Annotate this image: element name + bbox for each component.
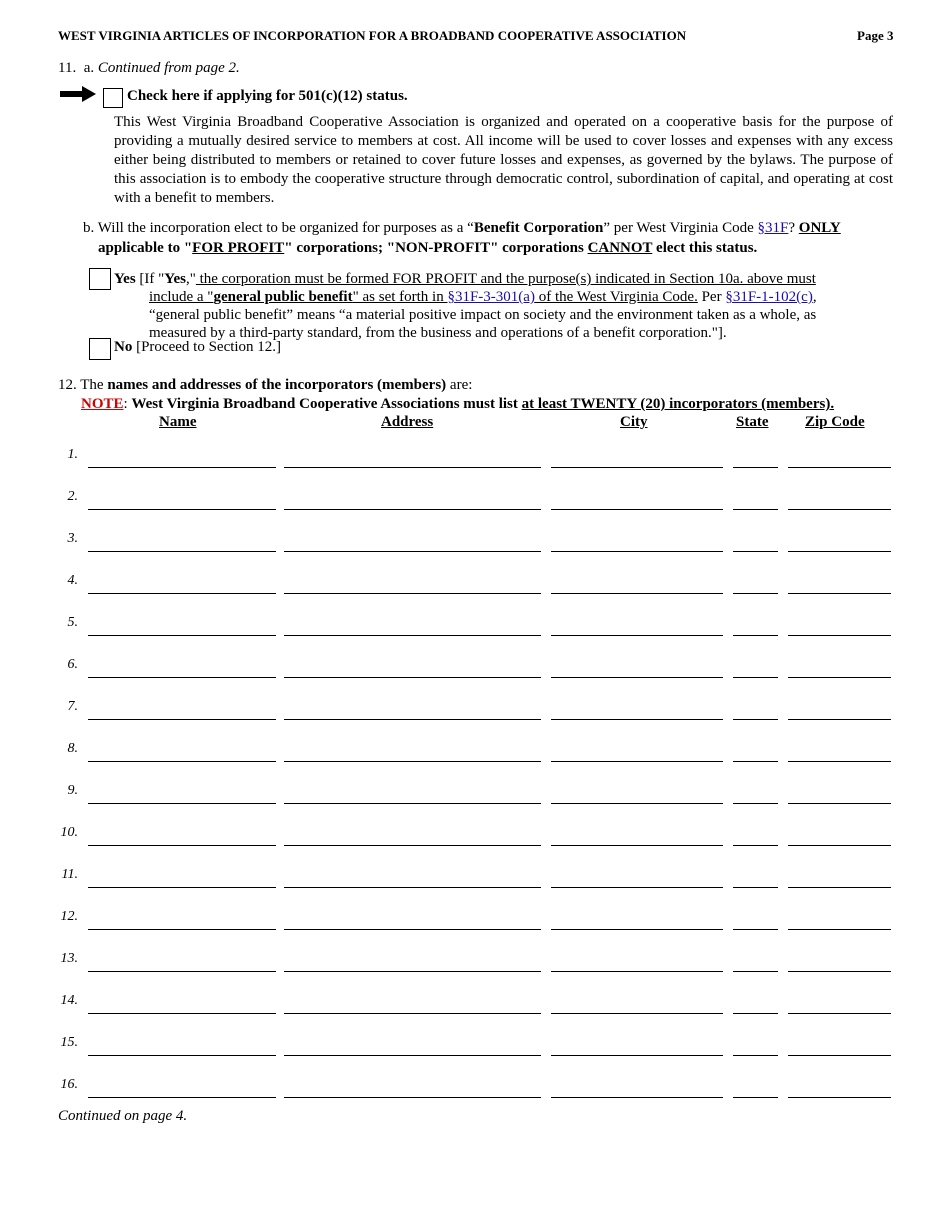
- name-field[interactable]: [88, 1013, 276, 1014]
- row-number: 13.: [60, 951, 78, 966]
- state-field[interactable]: [733, 467, 778, 468]
- zip-field[interactable]: [788, 929, 891, 930]
- state-field[interactable]: [733, 803, 778, 804]
- name-field[interactable]: [88, 1097, 276, 1098]
- column-header-state: State: [736, 414, 769, 430]
- city-field[interactable]: [551, 1013, 723, 1014]
- address-field[interactable]: [284, 635, 541, 636]
- city-field[interactable]: [551, 971, 723, 972]
- code-31f-1-102c-link[interactable]: §31F-1-102(c): [725, 289, 813, 305]
- state-field[interactable]: [733, 1013, 778, 1014]
- yes-checkbox[interactable]: [89, 268, 111, 290]
- name-field[interactable]: [88, 677, 276, 678]
- state-field[interactable]: [733, 677, 778, 678]
- name-field[interactable]: [88, 761, 276, 762]
- name-field[interactable]: [88, 509, 276, 510]
- column-header-name: Name: [159, 414, 197, 430]
- yes-text: [If ": [135, 271, 165, 287]
- name-field[interactable]: [88, 845, 276, 846]
- name-field[interactable]: [88, 635, 276, 636]
- question-text: ” per West Virginia Code: [603, 220, 758, 236]
- form-title: WEST VIRGINIA ARTICLES OF INCORPORATION FOR A BROADBAND COOPERATIVE ASSOCIATION: [58, 28, 687, 43]
- intro-bold-text: names and addresses of the incorporators (members): [107, 377, 447, 393]
- address-field[interactable]: [284, 887, 541, 888]
- zip-field[interactable]: [788, 593, 891, 594]
- section-12-intro: [58, 377, 472, 394]
- cooperative-purpose-paragraph: This West Virginia Broadband Cooperative Association is organized and operated on a cooperative basis for the purpose of providing a mutually desired service to members at cost. All income will be used to cover losses and expenses with any excess either being distributed to members or retained to cover future losses and expenses, as governed by the bylaws. The purpose of this association is to embody the cooperative structure through democratic control, subordination of capital, and operating at cost with a benefit to members.: [114, 114, 893, 206]
- yes-line-4: measured by a third-party standard, from the business and operations of a benefit corporation."].: [149, 325, 727, 341]
- zip-field[interactable]: [788, 1097, 891, 1098]
- question-text: ?: [788, 220, 799, 236]
- page-number: Page 3: [857, 28, 894, 43]
- state-field[interactable]: [733, 845, 778, 846]
- row-number: 11.: [61, 867, 78, 882]
- city-field[interactable]: [551, 845, 723, 846]
- yes-condition-text: the corporation must be formed FOR PROFIT and the purpose(s) indicated in Section 10a. above must: [195, 271, 816, 287]
- name-field[interactable]: [88, 467, 276, 468]
- zip-field[interactable]: [788, 971, 891, 972]
- zip-field[interactable]: [788, 845, 891, 846]
- address-field[interactable]: [284, 593, 541, 594]
- address-field[interactable]: [284, 509, 541, 510]
- city-field[interactable]: [551, 887, 723, 888]
- name-field[interactable]: [88, 1055, 276, 1056]
- row-number: 14.: [60, 993, 78, 1008]
- zip-field[interactable]: [788, 887, 891, 888]
- cannot-term: CANNOT: [587, 240, 653, 256]
- address-field[interactable]: [284, 1013, 541, 1014]
- state-field[interactable]: [733, 887, 778, 888]
- city-field[interactable]: [551, 929, 723, 930]
- applicability-text: applicable to ": [98, 240, 193, 256]
- city-field[interactable]: [551, 803, 723, 804]
- name-field[interactable]: [88, 719, 276, 720]
- yes-label: Yes: [114, 271, 136, 287]
- code-31f-3-301a-link[interactable]: §31F-3-301(a): [447, 289, 535, 305]
- city-field[interactable]: [551, 467, 723, 468]
- state-field[interactable]: [733, 1055, 778, 1056]
- yes-condition-text: include a ": [149, 289, 214, 305]
- state-field[interactable]: [733, 593, 778, 594]
- state-field[interactable]: [733, 551, 778, 552]
- name-field[interactable]: [88, 551, 276, 552]
- intro-text: are:: [446, 377, 473, 393]
- row-number: 12.: [60, 909, 78, 924]
- yes-text: ,: [812, 289, 817, 305]
- city-field[interactable]: [551, 719, 723, 720]
- applicability-text: " corporations; "NON-PROFIT" corporations: [284, 240, 588, 256]
- row-number: 7.: [67, 699, 78, 714]
- column-header-zip: Zip Code: [805, 414, 865, 430]
- section-number: 11.: [58, 60, 77, 76]
- note-label: NOTE: [81, 396, 124, 412]
- address-field[interactable]: [284, 845, 541, 846]
- state-field[interactable]: [733, 971, 778, 972]
- yes-option-text: [114, 270, 854, 342]
- item-a-label: a.: [83, 60, 95, 76]
- zip-field[interactable]: [788, 677, 891, 678]
- address-field[interactable]: [284, 719, 541, 720]
- yes-text: ,": [185, 271, 196, 287]
- only-term: ONLY: [798, 220, 841, 236]
- row-number: 10.: [60, 825, 78, 840]
- no-label: No: [114, 339, 133, 355]
- yes-word: Yes: [164, 271, 186, 287]
- state-field[interactable]: [733, 929, 778, 930]
- row-number: 16.: [60, 1077, 78, 1092]
- row-number: 3.: [67, 531, 78, 546]
- incorporators-note: [81, 396, 834, 413]
- city-field[interactable]: [551, 635, 723, 636]
- row-number: 2.: [67, 489, 78, 504]
- state-field[interactable]: [733, 509, 778, 510]
- yes-line-3: “general public benefit” means “a material positive impact on society and the environment taken as a whole, as: [149, 307, 817, 323]
- column-header-address: Address: [381, 414, 434, 430]
- no-option-text: [114, 339, 281, 356]
- state-field[interactable]: [733, 1097, 778, 1098]
- row-number: 8.: [67, 741, 78, 756]
- address-field[interactable]: [284, 971, 541, 972]
- state-field[interactable]: [733, 719, 778, 720]
- state-field[interactable]: [733, 761, 778, 762]
- yes-text: Per: [697, 289, 726, 305]
- city-field[interactable]: [551, 551, 723, 552]
- address-field[interactable]: [284, 761, 541, 762]
- address-field[interactable]: [284, 803, 541, 804]
- row-number: 9.: [67, 783, 78, 798]
- yes-condition-text: " as set forth in: [352, 289, 448, 305]
- row-number: 15.: [60, 1035, 78, 1050]
- arrow-right-icon: [60, 86, 96, 102]
- applicability-text: elect this status.: [652, 240, 758, 256]
- row-number: 4.: [67, 573, 78, 588]
- note-requirement: at least TWENTY (20) incorporators (members).: [521, 396, 835, 412]
- address-field[interactable]: [284, 1055, 541, 1056]
- city-field[interactable]: [551, 1097, 723, 1098]
- row-number: 5.: [67, 615, 78, 630]
- name-field[interactable]: [88, 803, 276, 804]
- benefit-corp-question: [83, 219, 893, 238]
- yes-condition-text: of the West Virginia Code.: [534, 289, 698, 305]
- question-text: b. Will the incorporation elect to be organized for purposes as a “: [83, 220, 474, 236]
- address-field[interactable]: [284, 677, 541, 678]
- row-number: 1.: [67, 447, 78, 462]
- city-field[interactable]: [551, 761, 723, 762]
- zip-field[interactable]: [788, 761, 891, 762]
- 501c12-checkbox[interactable]: [103, 88, 123, 108]
- section-11a-line: [58, 60, 240, 77]
- city-field[interactable]: [551, 509, 723, 510]
- benefit-corporation-term: Benefit Corporation: [473, 220, 604, 236]
- name-field[interactable]: [88, 929, 276, 930]
- zip-field[interactable]: [788, 1013, 891, 1014]
- general-public-benefit-term: general public benefit: [213, 289, 353, 305]
- zip-field[interactable]: [788, 551, 891, 552]
- note-text: West Virginia Broadband Cooperative Associations must list: [131, 396, 522, 412]
- zip-field[interactable]: [788, 635, 891, 636]
- name-field[interactable]: [88, 593, 276, 594]
- city-field[interactable]: [551, 593, 723, 594]
- no-text: [Proceed to Section 12.]: [132, 339, 282, 355]
- address-field[interactable]: [284, 467, 541, 468]
- address-field[interactable]: [284, 929, 541, 930]
- no-checkbox[interactable]: [89, 338, 111, 360]
- note-text: :: [123, 396, 132, 412]
- zip-field[interactable]: [788, 803, 891, 804]
- name-field[interactable]: [88, 971, 276, 972]
- zip-field[interactable]: [788, 719, 891, 720]
- yes-line-2: [114, 288, 854, 306]
- continued-from-text: Continued from page 2.: [97, 60, 240, 76]
- intro-text: 12. The: [58, 377, 108, 393]
- benefit-corp-applicability: [98, 240, 757, 257]
- name-field[interactable]: [88, 887, 276, 888]
- column-header-city: City: [620, 414, 648, 430]
- address-field[interactable]: [284, 551, 541, 552]
- zip-field[interactable]: [788, 467, 891, 468]
- for-profit-term: FOR PROFIT: [192, 240, 285, 256]
- zip-field[interactable]: [788, 509, 891, 510]
- city-field[interactable]: [551, 1055, 723, 1056]
- 501c12-label: Check here if applying for 501(c)(12) status.: [127, 88, 408, 104]
- zip-field[interactable]: [788, 1055, 891, 1056]
- row-number: 6.: [67, 657, 78, 672]
- city-field[interactable]: [551, 677, 723, 678]
- state-field[interactable]: [733, 635, 778, 636]
- continued-on-text: Continued on page 4.: [58, 1108, 188, 1124]
- code-31f-link[interactable]: §31F: [757, 220, 789, 236]
- address-field[interactable]: [284, 1097, 541, 1098]
